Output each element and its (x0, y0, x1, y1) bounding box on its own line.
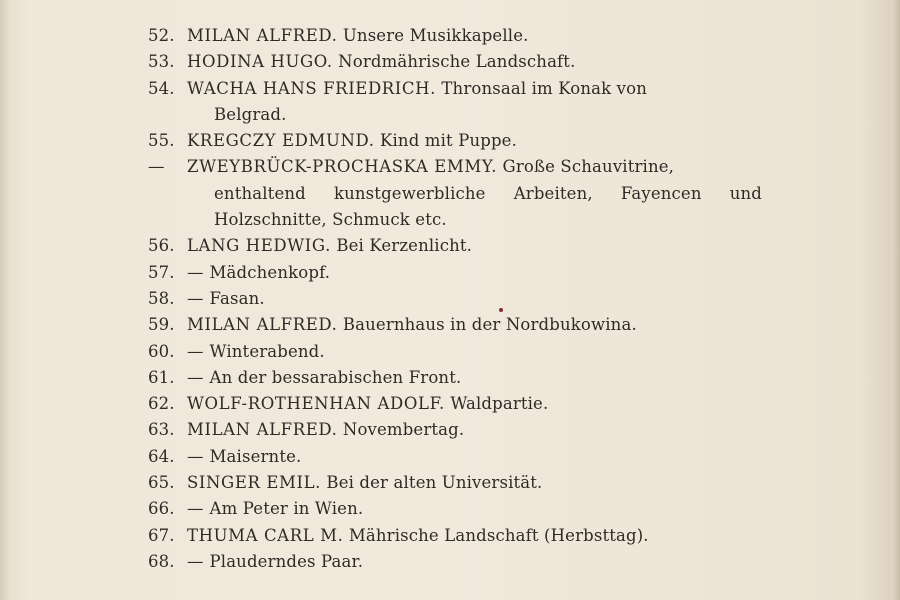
artwork-title: Plauderndes Paar. (209, 551, 364, 571)
artist-name: — (187, 288, 205, 308)
artist-name: ZWEYBRÜCK-PROCHASKA EMMY. (187, 157, 498, 177)
catalog-entry (148, 154, 762, 233)
entry-text (187, 260, 762, 286)
entry-number: 67. (148, 525, 175, 545)
artist-name: — (187, 499, 205, 519)
catalog-entry (148, 233, 762, 259)
artist-name: WACHA HANS FRIEDRICH. (187, 78, 436, 98)
entry-text (187, 154, 762, 233)
artwork-title: Waldpartie. (450, 394, 549, 414)
entry-text (187, 470, 762, 496)
artwork-title: Novembertag. (342, 420, 465, 440)
entry-text (187, 444, 762, 470)
artist-name: SINGER EMIL. (187, 473, 322, 493)
artist-name: — (187, 551, 205, 571)
artist-name: MILAN ALFRED. (187, 26, 338, 45)
artwork-title: Mädchenkopf. (209, 262, 331, 282)
entry-number: 61. (148, 367, 175, 387)
artwork-title: Thronsaal im Konak von (441, 78, 648, 98)
entry-number: 56. (148, 236, 175, 256)
catalog-entry (148, 444, 762, 470)
artwork-title: Am Peter in Wien. (209, 499, 364, 519)
entry-number: 58. (148, 288, 175, 308)
entry-text (187, 339, 762, 365)
entry-text (187, 76, 762, 129)
artwork-title: Bei der alten Universität. (326, 473, 543, 493)
entry-number: 52. (148, 26, 175, 45)
artist-name: MILAN ALFRED. (187, 315, 338, 335)
catalog-entry (148, 417, 762, 443)
artist-name: — (187, 341, 205, 361)
catalog-entry (148, 23, 762, 49)
entry-number: — (148, 157, 165, 177)
entry-number: 64. (148, 446, 175, 466)
artwork-title: Maisernte. (209, 446, 302, 466)
page-left-edge (0, 0, 10, 600)
entry-text (187, 523, 762, 549)
entry-continuation: Belgrad. (214, 104, 287, 124)
catalog-entry (148, 470, 762, 496)
artwork-title: An der bessarabischen Front. (209, 367, 462, 387)
entry-text (187, 496, 762, 522)
entry-text (187, 365, 762, 391)
artist-name: — (187, 262, 205, 282)
artist-name: WOLF-ROTHENHAN ADOLF. (187, 394, 445, 414)
catalog-entry (148, 128, 762, 154)
entry-text (187, 23, 762, 49)
entry-number: 60. (148, 341, 175, 361)
catalog-entry (148, 260, 762, 286)
artwork-title: Bauernhaus in der Nordbukowina. (342, 315, 637, 335)
catalog-entry (148, 312, 762, 338)
page-right-edge (892, 0, 900, 600)
artwork-title: Bei Kerzenlicht. (336, 236, 473, 256)
catalog-entry (148, 286, 762, 312)
entry-number: 53. (148, 52, 175, 72)
entry-text (187, 128, 762, 154)
catalog-entry (148, 549, 762, 575)
artwork-title: Unsere Musikkapelle. (342, 26, 529, 45)
entry-number: 59. (148, 315, 175, 335)
entry-text (187, 417, 762, 443)
entry-continuation: enthaltend kunstgewerbliche Arbeiten, Fayencen und Holzschnitte, Schmuck etc. (214, 183, 762, 230)
catalog-list (148, 23, 762, 575)
artist-name: MILAN ALFRED. (187, 420, 338, 440)
artist-name: KREGCZY EDMUND. (187, 131, 375, 151)
entry-number: 63. (148, 420, 175, 440)
artist-name: LANG HEDWIG. (187, 236, 331, 256)
paper-speck (499, 308, 503, 312)
catalog-entry (148, 76, 762, 129)
entry-text (187, 391, 762, 417)
artwork-title: Kind mit Puppe. (380, 131, 517, 151)
entry-number: 54. (148, 78, 175, 98)
artist-name: — (187, 367, 205, 387)
catalog-entry (148, 339, 762, 365)
catalog-entry (148, 391, 762, 417)
artwork-title: Winterabend. (209, 341, 325, 361)
artwork-title: Fasan. (209, 288, 265, 308)
catalog-entry (148, 496, 762, 522)
entry-text (187, 286, 762, 312)
entry-text (187, 549, 762, 575)
artist-name: HODINA HUGO. (187, 52, 333, 72)
artwork-title: Nordmährische Landschaft. (338, 52, 576, 72)
entry-text (187, 312, 762, 338)
artist-name: THUMA CARL M. (187, 525, 344, 545)
entry-text (187, 233, 762, 259)
entry-number: 62. (148, 394, 175, 414)
catalog-entry (148, 523, 762, 549)
entry-number: 55. (148, 131, 175, 151)
entry-number: 68. (148, 551, 175, 571)
entry-number: 66. (148, 499, 175, 519)
entry-text (187, 49, 762, 75)
artwork-title: Große Schauvitrine, (502, 157, 675, 177)
entry-number: 57. (148, 262, 175, 282)
artist-name: — (187, 446, 205, 466)
entry-number: 65. (148, 473, 175, 493)
catalog-entry (148, 365, 762, 391)
artwork-title: Mährische Landschaft (Herbsttag). (348, 525, 649, 545)
catalog-entry (148, 49, 762, 75)
